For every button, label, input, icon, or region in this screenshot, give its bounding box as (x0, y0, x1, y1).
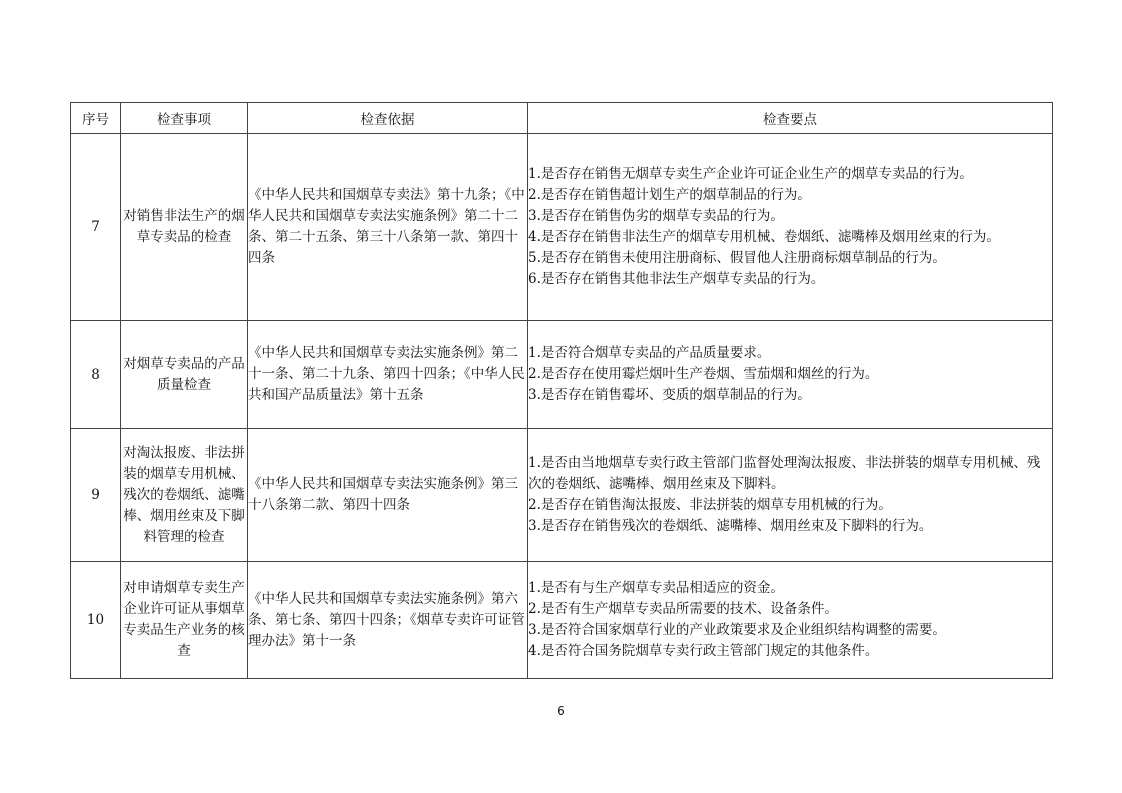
inspection-item: 对淘汰报废、非法拼装的烟草专用机械、残次的卷烟纸、滤嘴棒、烟用丝束及下脚料管理的检查 (121, 429, 248, 562)
row-number: 8 (71, 321, 121, 429)
table-row (71, 134, 1053, 321)
point-line: 2.是否存在销售淘汰报废、非法拼装的烟草专用机械的行为。 (528, 497, 892, 513)
inspection-points (528, 429, 1053, 562)
inspection-item: 对申请烟草专卖生产企业许可证从事烟草专卖品生产业务的核查 (121, 562, 248, 679)
page-number: 6 (557, 704, 565, 718)
header-item: 检查事项 (121, 103, 248, 134)
point-line: 3.是否符合国家烟草行业的产业政策要求及企业组织结构调整的需要。 (528, 622, 946, 638)
point-line: 1.是否符合烟草专卖品的产品质量要求。 (528, 345, 771, 361)
inspection-points (528, 562, 1053, 679)
point-line: 1.是否由当地烟草专卖行政主管部门监督处理淘汰报废、非法拼装的烟草专用机械、残次的卷烟纸、滤嘴棒、烟用丝束及下脚料。 (528, 455, 1041, 492)
inspection-basis: 《中华人民共和国烟草专卖法》第十九条；《中华人民共和国烟草专卖法实施条例》第二十二条、第二十五条、第三十八条第一款、第四十四条 (248, 134, 528, 321)
point-line: 2.是否存在销售超计划生产的烟草制品的行为。 (528, 187, 811, 203)
point-line: 2.是否存在使用霉烂烟叶生产卷烟、雪茄烟和烟丝的行为。 (528, 366, 879, 382)
header-basis: 检查依据 (248, 103, 528, 134)
table-row (71, 429, 1053, 562)
point-line: 3.是否存在销售霉坏、变质的烟草制品的行为。 (528, 387, 811, 403)
header-no: 序号 (71, 103, 121, 134)
table-row (71, 321, 1053, 429)
inspection-item: 对烟草专卖品的产品质量检查 (121, 321, 248, 429)
inspection-points (528, 134, 1053, 321)
table-header-row (71, 103, 1053, 134)
point-line: 3.是否存在销售伪劣的烟草专卖品的行为。 (528, 208, 784, 224)
table-row (71, 562, 1053, 679)
point-line: 2.是否有生产烟草专卖品所需要的技术、设备条件。 (528, 601, 838, 617)
inspection-basis: 《中华人民共和国烟草专卖法实施条例》第二十一条、第二十九条、第四十四条；《中华人民共和国产品质量法》第十五条 (248, 321, 528, 429)
row-number: 10 (71, 562, 121, 679)
inspection-points (528, 321, 1053, 429)
point-line: 3.是否存在销售残次的卷烟纸、滤嘴棒、烟用丝束及下脚料的行为。 (528, 518, 933, 534)
point-line: 1.是否存在销售无烟草专卖生产企业许可证企业生产的烟草专卖品的行为。 (528, 166, 973, 182)
inspection-basis: 《中华人民共和国烟草专卖法实施条例》第六条、第七条、第四十四条；《烟草专卖许可证管理办法》第十一条 (248, 562, 528, 679)
row-number: 9 (71, 429, 121, 562)
row-number: 7 (71, 134, 121, 321)
header-points: 检查要点 (528, 103, 1053, 134)
point-line: 4.是否存在销售非法生产的烟草专用机械、卷烟纸、滤嘴棒及烟用丝束的行为。 (528, 229, 1000, 245)
inspection-item: 对销售非法生产的烟草专卖品的检查 (121, 134, 248, 321)
point-line: 5.是否存在销售未使用注册商标、假冒他人注册商标烟草制品的行为。 (528, 250, 946, 266)
inspection-basis: 《中华人民共和国烟草专卖法实施条例》第三十八条第二款、第四十四条 (248, 429, 528, 562)
inspection-table (70, 102, 1053, 679)
point-line: 6.是否存在销售其他非法生产烟草专卖品的行为。 (528, 271, 825, 287)
point-line: 1.是否有与生产烟草专卖品相适应的资金。 (528, 580, 784, 596)
point-line: 4.是否符合国务院烟草专卖行政主管部门规定的其他条件。 (528, 643, 879, 659)
